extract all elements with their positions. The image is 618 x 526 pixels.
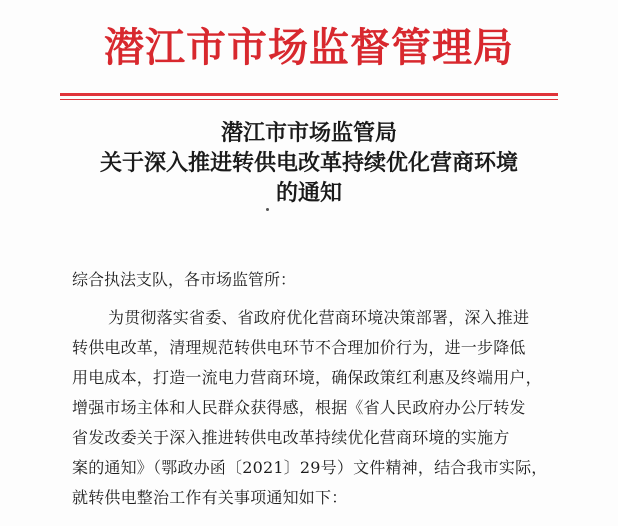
- salutation: 综合执法支队，各市场监管所：: [72, 270, 297, 289]
- body-line-3: 用电成本，打造一流电力营商环境，确保政策红利惠及终端用户，: [72, 368, 542, 387]
- masthead-rule-thick: [60, 93, 558, 96]
- masthead-org-name: 潜江市市场监督管理局: [104, 24, 514, 71]
- document-title: [0, 118, 618, 208]
- body-line-4: 增强市场主体和人民群众获得感，根据《省人民政府办公厅转发: [72, 398, 526, 417]
- body-line-6: 案的通知》（鄂政办函〔2021〕29号）文件精神，结合我市实际，: [72, 458, 548, 477]
- body-line-1: 为贯彻落实省委、省政府优化营商环境决策部署，深入推进: [108, 308, 530, 327]
- masthead-rule-thin: [60, 99, 558, 100]
- title-line-3: 的通知: [275, 180, 342, 206]
- body-line-5: 省发改委关于深入推进转供电改革持续优化营商环境的实施方: [72, 428, 510, 447]
- body-line-7: 就转供电整治工作有关事项通知如下：: [72, 488, 348, 507]
- body-paragraph: [72, 303, 552, 513]
- title-line-1: 潜江市市场监管局: [220, 120, 397, 146]
- title-line-2: 关于深入推进转供电改革持续优化营商环境: [99, 150, 518, 176]
- scan-speck: [266, 208, 269, 211]
- body-line-2: 转供电改革，清理规范转供电环节不合理加价行为，进一步降低: [72, 338, 526, 357]
